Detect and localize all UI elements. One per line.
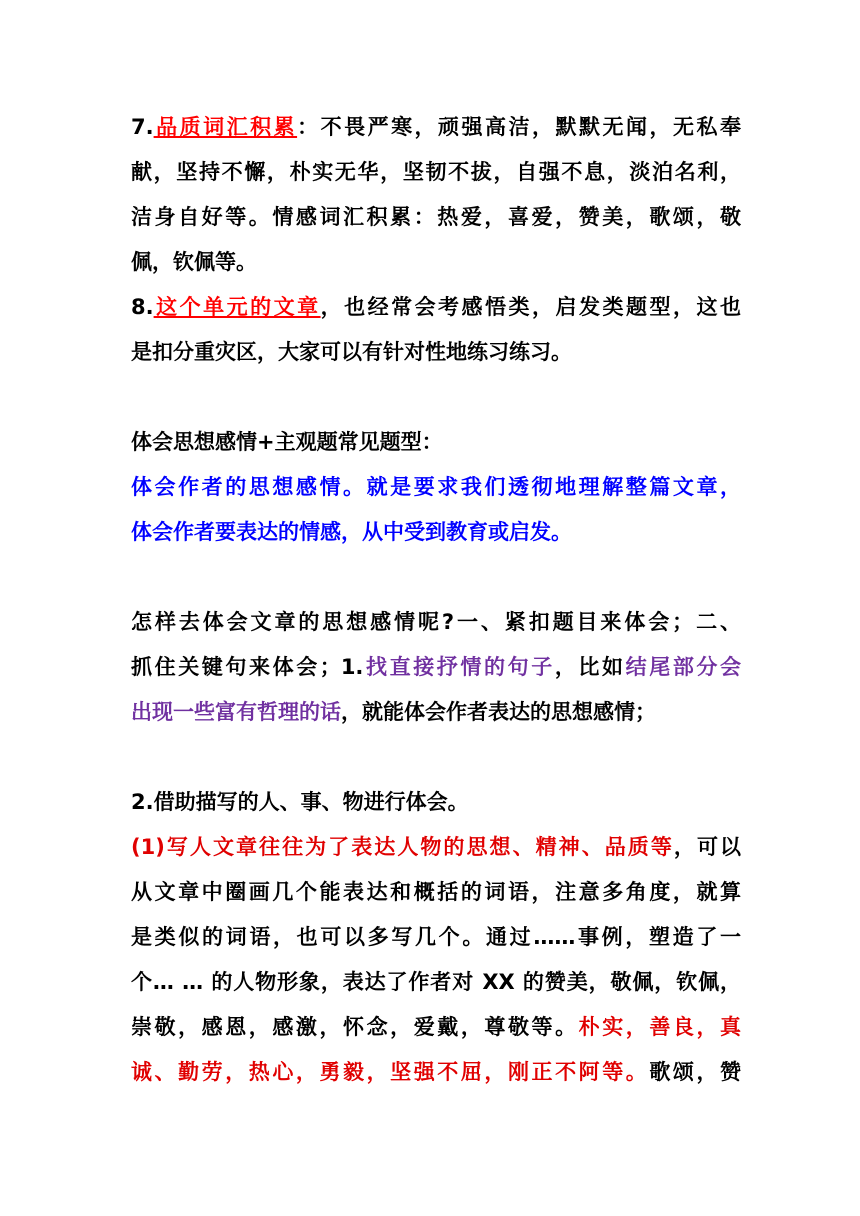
item7-line-2: 献，坚持不懈，朴实无华，坚韧不拔，自强不息，淡泊名利， xyxy=(131,160,741,184)
point2-line-5 xyxy=(131,1013,741,1041)
item8-line-1 xyxy=(131,293,741,321)
point2-line-6 xyxy=(131,1058,741,1086)
how-line-2-text-b: ，比如 xyxy=(554,655,626,679)
how-direct-sentence: 找直接抒情的句子 xyxy=(363,655,555,679)
point2-red-qualities-b: 诚、勤劳，热心，勇毅，坚强不屈，刚正不阿等。 xyxy=(131,1060,650,1084)
item8-line-2: 是扣分重灾区，大家可以有针对性地练习练习。 xyxy=(131,340,572,364)
item7-line-1-text: ：不畏严寒，顽强高洁，默默无闻，无私奉 xyxy=(297,115,742,139)
item7-line-4: 佩，钦佩等。 xyxy=(131,250,257,274)
how-line-3 xyxy=(131,698,741,726)
item7-number: 7. xyxy=(131,115,154,139)
point2-line-2: 从文章中圈画几个能表达和概括的词语，注意多角度，就算 xyxy=(131,880,741,904)
section-title: 体会思想感情+主观题常见题型： xyxy=(131,430,443,454)
how-number-1: 1. xyxy=(340,655,364,679)
point2-line-3: 是类似的词语，也可以多写几个。通过……事例，塑造了一 xyxy=(131,925,741,949)
how-line-3-text: ，就能体会作者表达的思想感情； xyxy=(341,700,656,724)
point2-line-4: 个… … 的人物形象，表达了作者对 XX 的赞美，敬佩，钦佩， xyxy=(131,970,741,994)
how-line-2 xyxy=(131,653,741,681)
how-line-2-text-a: 抓住关键句来体会； xyxy=(131,655,341,679)
point2-red-sentence: (1)写人文章往往为了表达人物的思想、精神、品质等 xyxy=(131,835,674,859)
point2-line-1 xyxy=(131,833,741,861)
item7-heading: 品质词汇积累 xyxy=(153,115,298,139)
point2-line-6-text: 歌颂，赞 xyxy=(649,1060,742,1084)
how-philosophical-words: 出现一些富有哲理的话 xyxy=(131,700,341,724)
point2-title: 2.借助描写的人、事、物进行体会。 xyxy=(131,790,469,814)
item7-line-3: 洁身自好等。情感词汇积累：热爱，喜爱，赞美，歌颂，敬 xyxy=(131,205,741,229)
item7-line-1 xyxy=(131,113,741,141)
item8-number: 8. xyxy=(131,295,154,319)
point2-red-qualities-a: 朴实，善良，真 xyxy=(578,1015,742,1039)
item8-heading: 这个单元的文章 xyxy=(153,295,321,319)
point2-line-1-text: ，可以 xyxy=(673,835,742,859)
item8-line-1-text: ，也经常会考感悟类，启发类题型，这也 xyxy=(320,295,742,319)
how-ending-part: 结尾部分会 xyxy=(625,655,742,679)
blue-text-line-1: 体会作者的思想感情。就是要求我们透彻地理解整篇文章， xyxy=(131,475,741,499)
how-line-1: 怎样去体会文章的思想感情呢?一、紧扣题目来体会；二、 xyxy=(131,610,741,634)
blue-text-line-2: 体会作者要表达的情感，从中受到教育或启发。 xyxy=(131,520,572,544)
point2-line-5-text: 崇敬，感恩，感激，怀念，爱戴，尊敬等。 xyxy=(131,1015,579,1039)
